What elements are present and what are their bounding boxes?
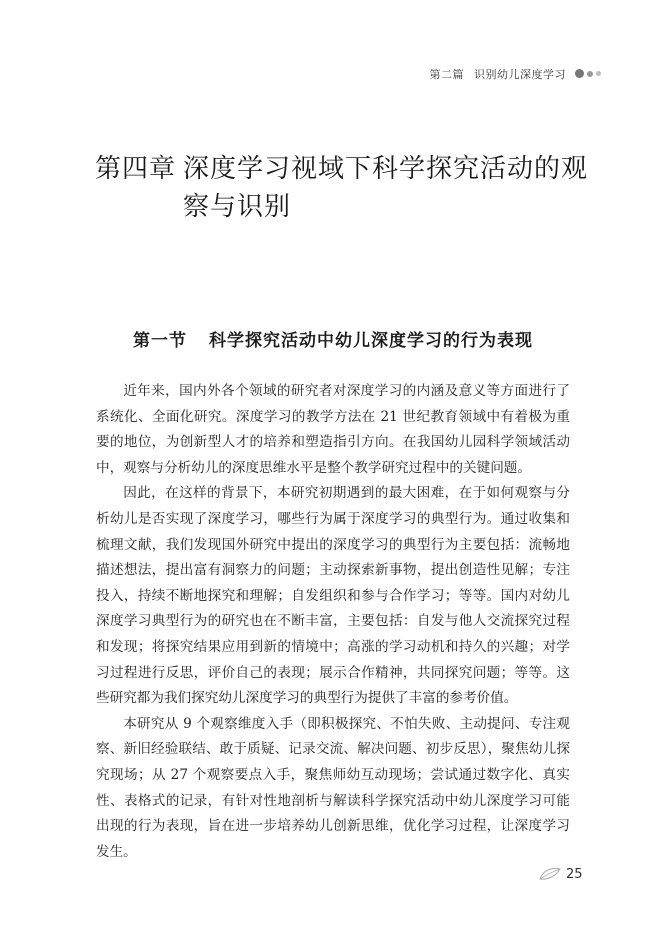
header-dots-ornament bbox=[575, 69, 604, 78]
header-part: 第二篇 bbox=[429, 68, 464, 81]
running-header bbox=[430, 66, 567, 82]
paragraph: 因此，在这样的背景下，本研究初期遇到的最大困难，在于如何观察与分析幼儿是否实现了深度学习，哪些行为属于深度学习的典型行为。通过收集和梳理文献，我们发现国外研究中提出的深度学习的典型行为主要包括：流畅地描述想法，提出富有洞察力的问题；主动探索新事物，提出创造性见解；专注投入，持续不断地探究和理解；自发组织和参与合作学习；等等。国内对幼儿深度学习典型行为的研究也在不断丰富，主要包括：自发与他人交流探究过程和发现；将探究结果应用到新的情境中；高涨的学习动机和持久的兴趣；对学习过程进行反思，评价自己的表现；展示合作精神，共同探究问题；等等。这些研究都为我们探究幼儿深度学习的典型行为提供了丰富的参考价值。 bbox=[96, 485, 570, 707]
chapter-title: 深度学习视域下科学探究活动的观察与识别 bbox=[183, 154, 589, 222]
chapter-number: 第四章 bbox=[95, 154, 177, 184]
ornament-dot bbox=[587, 71, 593, 77]
leaf-icon bbox=[538, 866, 562, 882]
header-part-title: 识别幼儿深度学习 bbox=[474, 68, 566, 81]
section-title: 科学探究活动中幼儿深度学习的行为表现 bbox=[209, 331, 533, 351]
section-heading bbox=[0, 326, 666, 351]
section-number: 第一节 bbox=[133, 331, 187, 351]
ornament-dot bbox=[596, 71, 601, 76]
page-footer bbox=[538, 866, 583, 882]
body-text bbox=[96, 379, 570, 865]
paragraph: 本研究从 9 个观察维度入手（即积极探究、不怕失败、主动提问、专注观察、新旧经验联结、敢于质疑、记录交流、解决问题、初步反思），聚焦幼儿探究现场；从 27 个观察要点入手，聚焦师幼互动现场；尝试通过数字化、真实性、表格式的记录，有针对性地剖析与解读科学探究活动中幼儿深度学习可能出现的行为表现，旨在进一步培养幼儿创新思维，优化学习过程，让深度学习发生。 bbox=[96, 715, 570, 860]
ornament-dot bbox=[575, 69, 584, 78]
paragraph: 近年来，国内外各个领域的研究者对深度学习的内涵及意义等方面进行了系统化、全面化研究。深度学习的教学方法在 21 世纪教育领域中有着极为重要的地位，为创新型人才的培养和塑造指引方向。在我国幼儿园科学领域活动中，观察与分析幼儿的深度思维水平是整个教学研究过程中的关键问题。 bbox=[96, 383, 570, 476]
chapter-heading bbox=[95, 150, 595, 226]
page-number: 25 bbox=[566, 866, 583, 882]
